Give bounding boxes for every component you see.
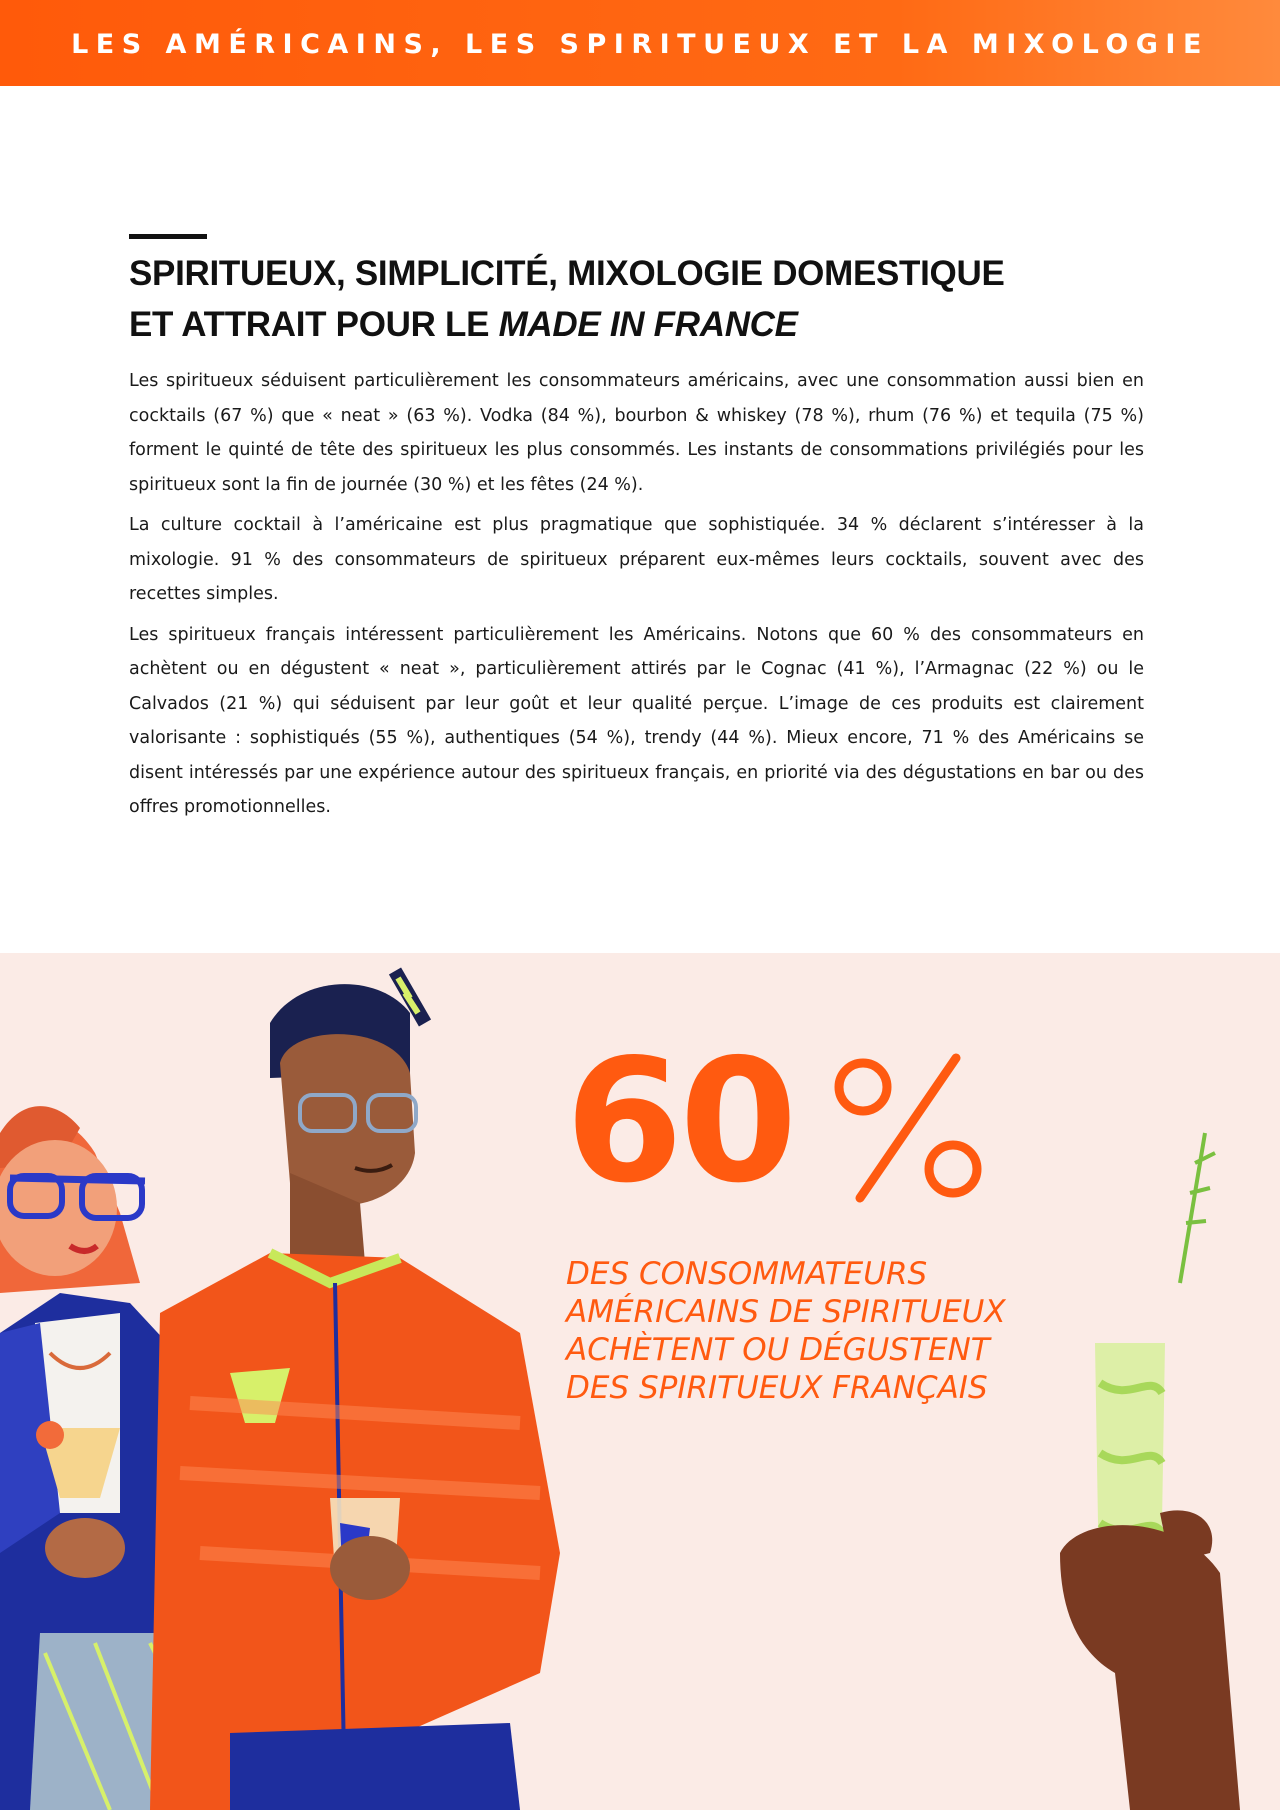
paragraph: Les spiritueux séduisent particulièrement les consommateurs américains, avec une consommation aussi bien en cocktails (67 %) que « neat » (63 %). Vodka (84 %), bourbon & whiskey (78 %), rhum (76 %) et tequila (75 %) forment le quinté de tête des spiritueux les plus consommés. Les instants de consommations privilégiés pour les spiritueux sont la fin de journée (30 %) et les fêtes (24 %). xyxy=(129,371,1144,495)
paragraph: La culture cocktail à l’américaine est plus pragmatique que sophistiquée. 34 % déclarent s’intéresser à la mixologie. 91 % des consommateurs de spiritueux préparent eux-mêmes leurs cocktails, souvent avec des recettes simples. xyxy=(129,515,1144,604)
heading-line-1: SPIRITUEUX, SIMPLICITÉ, MIXOLOGIE DOMESTIQUE xyxy=(129,254,1005,293)
man-figure xyxy=(150,971,560,1810)
article-body xyxy=(129,364,1144,831)
heading-line-2-emphasis: MADE IN FRANCE xyxy=(498,305,798,344)
percent-symbol xyxy=(828,1052,988,1204)
stat-value: 60 xyxy=(565,1023,794,1221)
heading-line-2-prefix: ET ATTRAIT POUR LE xyxy=(129,305,499,344)
paragraph: Les spiritueux français intéressent particulièrement les Américains. Notons que 60 % des consommateurs en achètent ou en dégustent « neat », particulièrement attirés par le Cognac (41 %), l’Armagnac (22 %) ou le Calvados (21 %) qui séduisent par leur goût et leur qualité perçue. L’image de ces produits est clairement valorisante : sophistiqués (55 %), authentiques (54 %), trendy (44 %). Mieux encore, 71 % des Américains se disent intéressés par une expérience autour des spiritueux français, en priorité via des dégustations en bar ou des offres promotionnelles. xyxy=(129,624,1144,817)
stat-caption-line: DES CONSOMMATEURS xyxy=(566,1256,928,1292)
stat-caption-line: ACHÈTENT OU DÉGUSTENT xyxy=(566,1332,990,1368)
stat-caption-line: DES SPIRITUEUX FRANÇAIS xyxy=(566,1370,988,1406)
page-header-title: LES AMÉRICAINS, LES SPIRITUEUX ET LA MIXOLOGIE xyxy=(71,29,1209,60)
article-heading xyxy=(129,248,1149,350)
hand-with-glass xyxy=(1060,1133,1240,1810)
stat-caption xyxy=(566,1255,1086,1407)
stat-caption-line: AMÉRICAINS DE SPIRITUEUX xyxy=(566,1294,1006,1330)
section-rule xyxy=(129,234,207,239)
